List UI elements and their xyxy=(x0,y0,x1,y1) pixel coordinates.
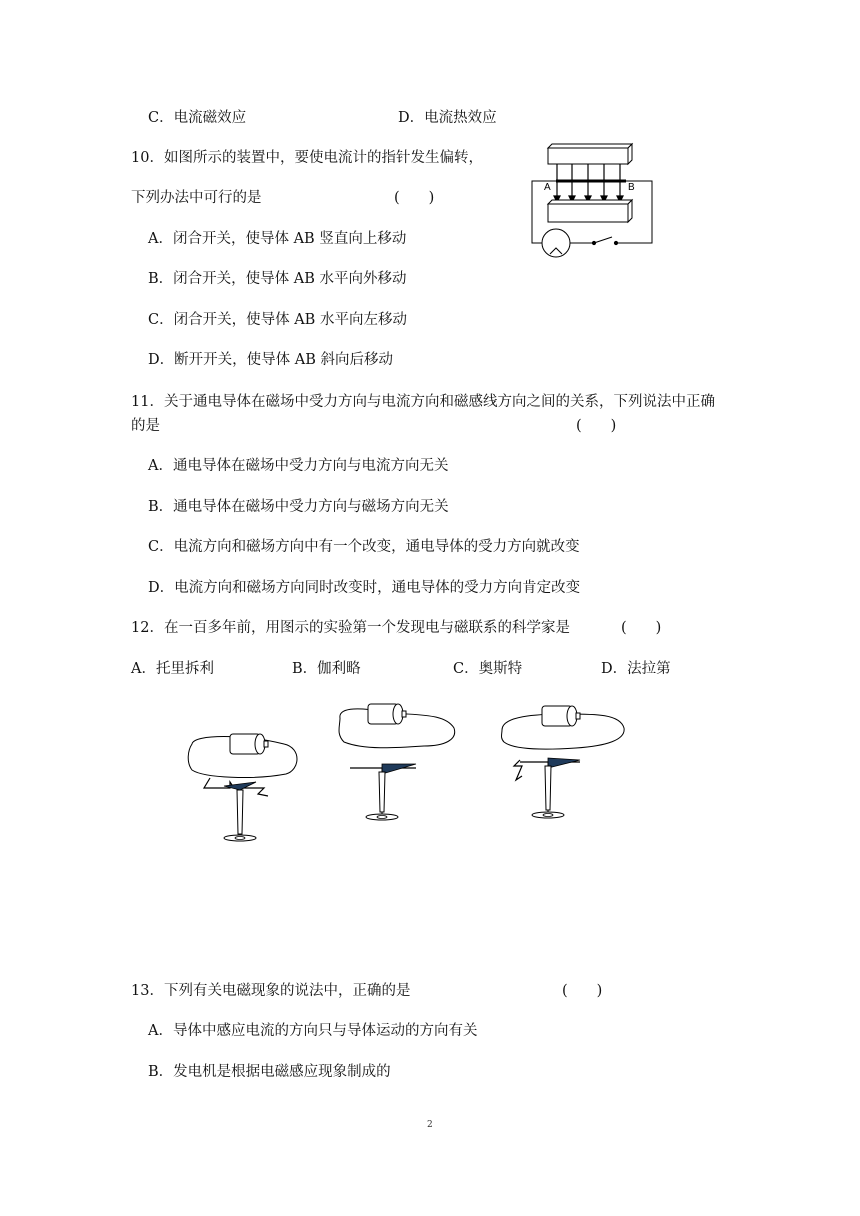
battery xyxy=(230,734,268,754)
q13-option-b: B．发电机是根据电磁感应现象制成的 xyxy=(148,1064,391,1080)
q10-option-c: C．闭合开关，使导体 AB 水平向左移动 xyxy=(148,312,407,328)
q9-option-d: D．电流热效应 xyxy=(398,110,497,126)
q11-stem-line1: 11．关于通电导体在磁场中受力方向与电流方向和磁感线方向之间的关系，下列说法中正确 xyxy=(131,394,715,410)
label-a: A xyxy=(544,182,551,193)
upper-magnet-pole xyxy=(548,144,632,164)
battery xyxy=(368,704,406,724)
q10-option-d: D．断开开关，使导体 AB 斜向后移动 xyxy=(148,352,393,368)
q11-option-d: D．电流方向和磁场方向同时改变时，通电导体的受力方向肯定改变 xyxy=(148,580,581,596)
q12-oersted-figure-1 xyxy=(184,726,308,846)
page-number: 2 xyxy=(427,1120,433,1130)
q12-option-c: C．奥斯特 xyxy=(453,661,523,677)
galvanometer xyxy=(542,229,570,257)
q11-stem-line2: 的是 xyxy=(131,418,160,434)
q9-option-c: C．电流磁效应 xyxy=(148,110,247,126)
q12-oersted-figure-2 xyxy=(334,698,462,824)
q12-option-d: D．法拉第 xyxy=(601,661,671,677)
lower-magnet-pole xyxy=(548,200,632,222)
q12-option-b: B．伽利略 xyxy=(292,661,361,677)
q11-option-c: C．电流方向和磁场方向中有一个改变，通电导体的受力方向就改变 xyxy=(148,539,580,555)
q13-option-a: A．导体中感应电流的方向只与导体运动的方向有关 xyxy=(148,1023,478,1039)
q10-answer-bracket: ( ) xyxy=(394,190,435,206)
q13-stem: 13．下列有关电磁现象的说法中，正确的是 xyxy=(131,983,411,999)
q10-stem-line2: 下列办法中可行的是 xyxy=(131,190,262,206)
q11-answer-bracket: ( ) xyxy=(576,418,617,434)
magnetic-field-arrows xyxy=(554,164,623,202)
q10-option-a: A．闭合开关，使导体 AB 竖直向上移动 xyxy=(148,231,407,247)
q12-option-a: A．托里拆利 xyxy=(131,661,214,677)
q13-answer-bracket: ( ) xyxy=(562,983,603,999)
q10-option-b: B．闭合开关，使导体 AB 水平向外移动 xyxy=(148,271,407,287)
q11-option-b: B．通电导体在磁场中受力方向与磁场方向无关 xyxy=(148,499,449,515)
q12-stem: 12．在一百多年前，用图示的实验第一个发现电与磁联系的科学家是 xyxy=(131,620,570,636)
q10-apparatus-figure xyxy=(528,140,658,264)
switch xyxy=(592,237,617,245)
q12-oersted-figure-3 xyxy=(496,700,632,824)
battery xyxy=(542,706,580,726)
label-b: B xyxy=(628,182,635,193)
q12-answer-bracket: ( ) xyxy=(621,620,662,636)
q11-option-a: A．通电导体在磁场中受力方向与电流方向无关 xyxy=(148,458,449,474)
q10-stem-line1: 10．如图所示的装置中，要使电流计的指针发生偏转， xyxy=(131,150,483,166)
